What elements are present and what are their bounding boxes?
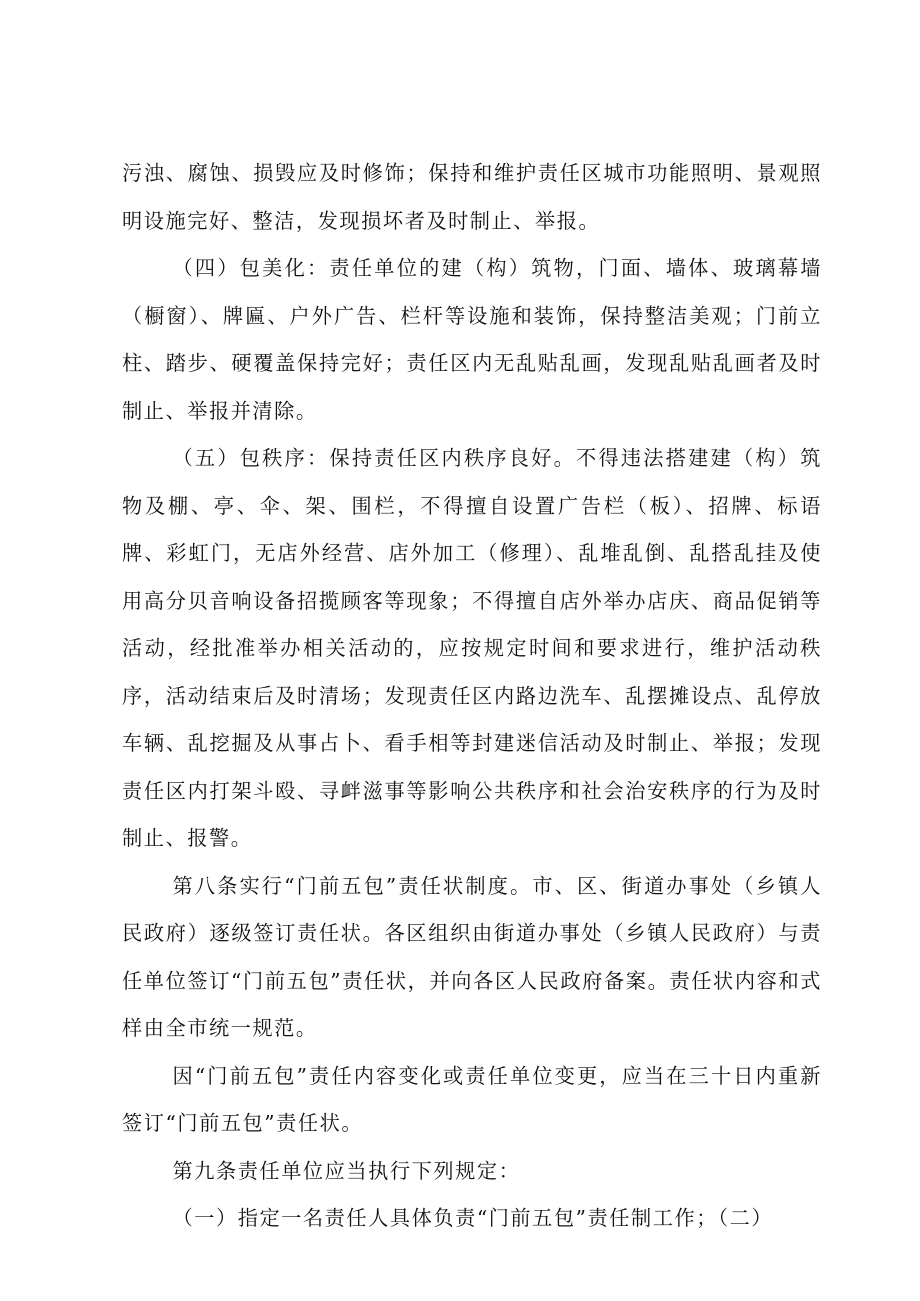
paragraph-article-8-change: 因“门前五包”责任内容变化或责任单位变更，应当在三十日内重新签订“门前五包”责任状。 xyxy=(122,1063,822,1135)
paragraph-order: （五）包秩序：保持责任区内秩序良好。不得违法搭建建（构）筑物及棚、亭、伞、架、围栏，不得擅自设置广告栏（板）、招牌、标语牌、彩虹门，无店外经营、店外加工（修理）、乱堆乱倒、乱搭乱挂及使用高分贝音响设备招揽顾客等现象；不得擅自店外举办店庆、商品促销等活动，经批准举办相关活动的，应按规定时间和要求进行，维护活动秩序，活动结束后及时清场；发现责任区内路边洗车、乱摆摊设点、乱停放车辆、乱挖掘及从事占卜、看手相等封建迷信活动及时制止、举报；发现责任区内打架斗殴、寻衅滋事等影响公共秩序和社会治安秩序的行为及时制止、报警。 xyxy=(122,446,822,850)
paragraph-article-9: 第九条责任单位应当执行下列规定： xyxy=(172,1158,521,1183)
document-body xyxy=(122,150,822,1243)
paragraph-beautification: （四）包美化：责任单位的建（构）筑物，门面、墙体、玻璃幕墙（橱窗）、牌匾、户外广告、栏杆等设施和装饰，保持整洁美观；门前立柱、踏步、硬覆盖保持完好；责任区内无乱贴乱画，发现乱贴乱画者及时制止、举报并清除。 xyxy=(122,256,822,423)
paragraph-article-8: 第八条实行“门前五包”责任状制度。市、区、街道办事处（乡镇人民政府）逐级签订责任状。各区组织由街道办事处（乡镇人民政府）与责任单位签订“门前五包”责任状，并向各区人民政府备案。责任状内容和式样由全市统一规范。 xyxy=(122,873,822,1040)
paragraph-continuation: 污浊、腐蚀、损毁应及时修饰；保持和维护责任区城市功能照明、景观照明设施完好、整洁，发现损坏者及时制止、举报。 xyxy=(122,161,822,233)
paragraph-article-9-item-1: （一）指定一名责任人具体负责“门前五包”责任制工作；（二） xyxy=(172,1206,774,1230)
